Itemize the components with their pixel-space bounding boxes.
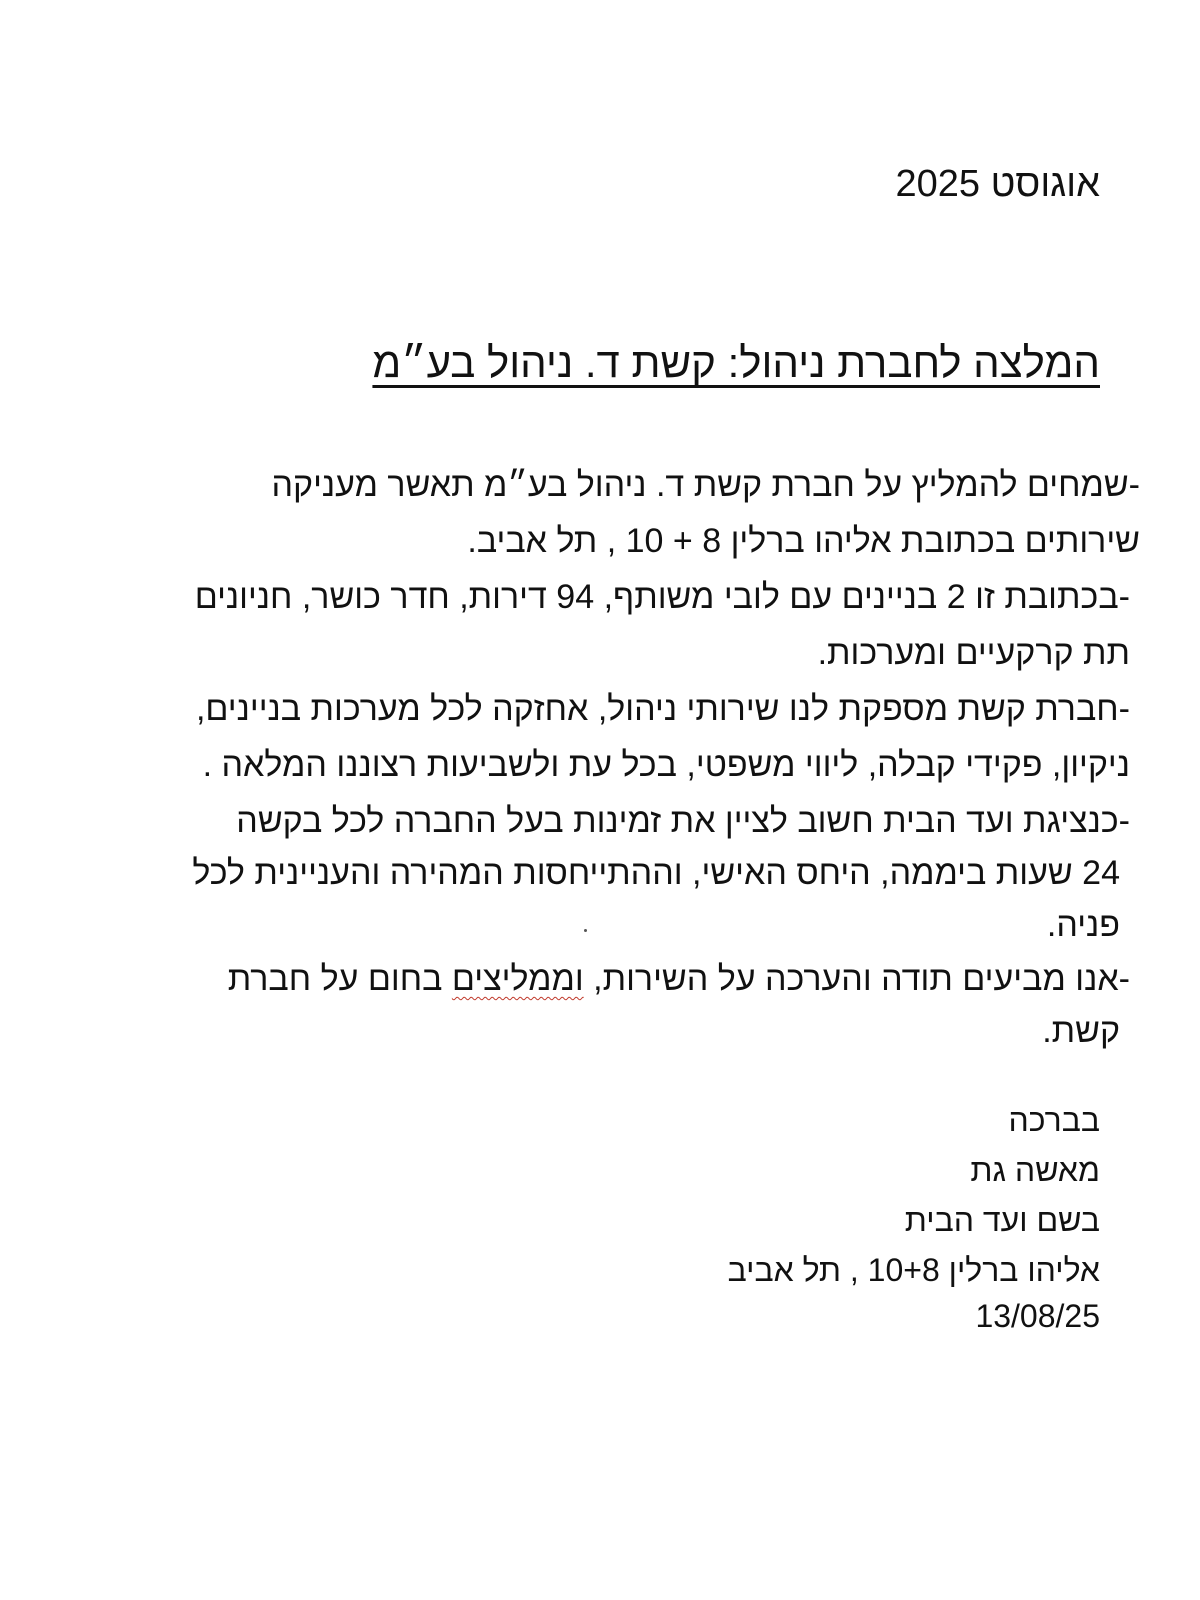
body-line: -שמחים להמליץ על חברת קשת ד. ניהול בע״מ תאשר מעניקה [271, 466, 1140, 504]
body-line: שירותים בכתובת אליהו ברלין 8 + 10 , תל אביב. [467, 522, 1140, 560]
spellcheck-underlined-word: וממליצים [451, 960, 584, 998]
letter-title: המלצה לחברת ניהול: קשת ד. ניהול בע״מ [372, 339, 1100, 386]
signature-date: 13/08/25 [975, 1298, 1100, 1334]
body-line: 24 שעות ביממה, היחס האישי, וההתייחסות המהירה והעניינית לכל [192, 854, 1120, 892]
body-line: ניקיון, פקידי קבלה, ליווי משפטי, בכל עת ולשביעות רצוננו המלאה . [202, 746, 1130, 784]
body-line: פניה. [1046, 906, 1120, 944]
body-line: קשת. [1042, 1012, 1120, 1050]
signature-on-behalf: בשם ועד הבית [904, 1202, 1100, 1238]
scan-speck [584, 929, 587, 932]
signature-address: אליהו ברלין 10+8 , תל אביב [727, 1252, 1100, 1288]
body-line: -בכתובת זו 2 בניינים עם לובי משותף, 94 דירות, חדר כושר, חניונים [194, 578, 1130, 616]
body-line: -כנציגת ועד הבית חשוב לציין את זמינות בעל החברה לכל בקשה [236, 802, 1130, 840]
closing-text-start: -אנו מביעים תודה והערכה על השירות, [583, 960, 1130, 998]
signature-name: מאשה גת [970, 1152, 1100, 1188]
body-line: -חברת קשת מספקת לנו שירותי ניהול, אחזקה לכל מערכות בניינים, [195, 690, 1130, 728]
body-line: תת קרקעיים ומערכות. [817, 634, 1130, 672]
letter-date: אוגוסט 2025 [895, 163, 1100, 205]
body-line-closing [80, 958, 1130, 1000]
closing-text-end: בחום על חברת [227, 960, 452, 998]
signature-greeting: בברכה [1008, 1102, 1100, 1138]
